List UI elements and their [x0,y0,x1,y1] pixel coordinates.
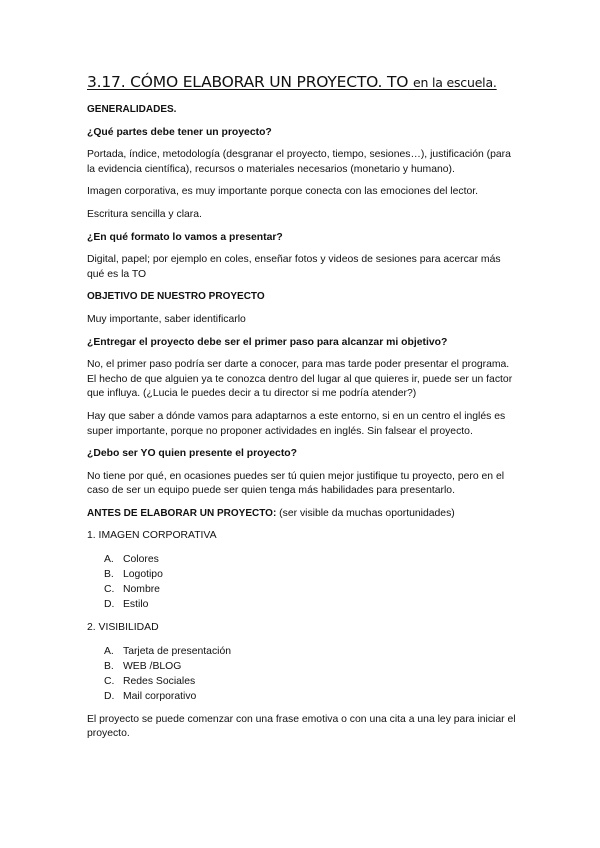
list-marker: D. [104,599,115,611]
page-title [87,72,517,93]
antes-line [87,507,517,522]
list-item-text: WEB /BLOG [123,660,182,672]
paragraph-comenzar: El proyecto se puede comenzar con una frase emotiva o con una cita a una ley para iniciar el proyecto. [87,713,516,740]
list-marker: B. [104,569,114,581]
title-tail: en la escuela. [413,75,497,90]
paragraph-presentar: No tiene por qué, en ocasiones puedes ser tú quien mejor justifique tu proyecto, pero en el caso de ser un equipo puede ser quien tenga más habilidades para presentarlo. [87,470,505,497]
paragraph-formato: Digital, papel; por ejemplo en coles, enseñar fotos y videos de sesiones para acercar más qué es la TO [87,254,501,280]
list-item-text: Tarjeta de presentación [123,645,232,657]
heading-generalidades: GENERALIDADES. [87,104,177,115]
list-item [104,597,517,612]
paragraph-escritura: Escritura sencilla y clara. [87,208,202,220]
list-marker: D. [104,690,115,702]
list-visibilidad [87,644,517,704]
list-marker: C. [104,584,115,596]
list-marker: C. [104,675,115,687]
list-imagen-corporativa [87,552,517,612]
antes-note: (ser visible da muchas oportunidades) [276,507,455,519]
paragraph-objetivo: Muy importante, saber identificarlo [87,313,246,325]
list-item [104,582,517,597]
list-item-text: Estilo [123,599,149,611]
list-item-text: Nombre [123,584,160,596]
title-main: 3.17. CÓMO ELABORAR UN PROYECTO. TO [87,73,409,91]
list-item-text: Logotipo [123,569,163,581]
paragraph-partes: Portada, índice, metodología (desgranar el proyecto, tiempo, sesiones…), justificación (para la evidencia científica), recursos o materiales necesarios (monetario y humano). [87,149,511,175]
list-item [104,674,517,689]
list-item-text: Redes Sociales [123,675,196,687]
list-item [104,644,517,659]
question-partes: ¿Qué partes debe tener un proyecto? [87,126,272,138]
section-imagen-corporativa: 1. IMAGEN CORPORATIVA [87,530,217,542]
question-entregar: ¿Entregar el proyecto debe ser el primer paso para alcanzar mi objetivo? [87,336,448,348]
list-item [104,689,517,704]
paragraph-imagen: Imagen corporativa, es muy importante porque conecta con las emociones del lector. [87,186,479,198]
heading-antes: ANTES DE ELABORAR UN PROYECTO: [87,507,277,519]
paragraph-primer-paso: No, el primer paso podría ser darte a conocer, para mas tarde poder presentar el programa. El hecho de que alguien ya te conozca dentro del lugar al que quieres ir, puede ser un factor que influya. (¿Lucia le puedes decir a tu director si me podría atender?) [87,359,513,400]
list-marker: A. [104,645,114,657]
list-marker: B. [104,660,114,672]
list-item [104,552,517,567]
document-body [87,72,517,750]
question-presentar: ¿Debo ser YO quien presente el proyecto? [87,448,297,460]
paragraph-entorno: Hay que saber a dónde vamos para adaptarnos a este entorno, si en un centro el inglés es super importante, porque no proponer actividades en inglés. Sin falsear el proyecto. [87,410,506,437]
list-item-text: Mail corporativo [123,690,197,702]
list-item-text: Colores [123,554,159,566]
list-item [104,567,517,582]
section-visibilidad: 2. VISIBILIDAD [87,622,159,634]
list-item [104,659,517,674]
question-formato: ¿En qué formato lo vamos a presentar? [87,231,283,243]
heading-objetivo: OBJETIVO DE NUESTRO PROYECTO [87,291,265,303]
list-marker: A. [104,554,114,566]
